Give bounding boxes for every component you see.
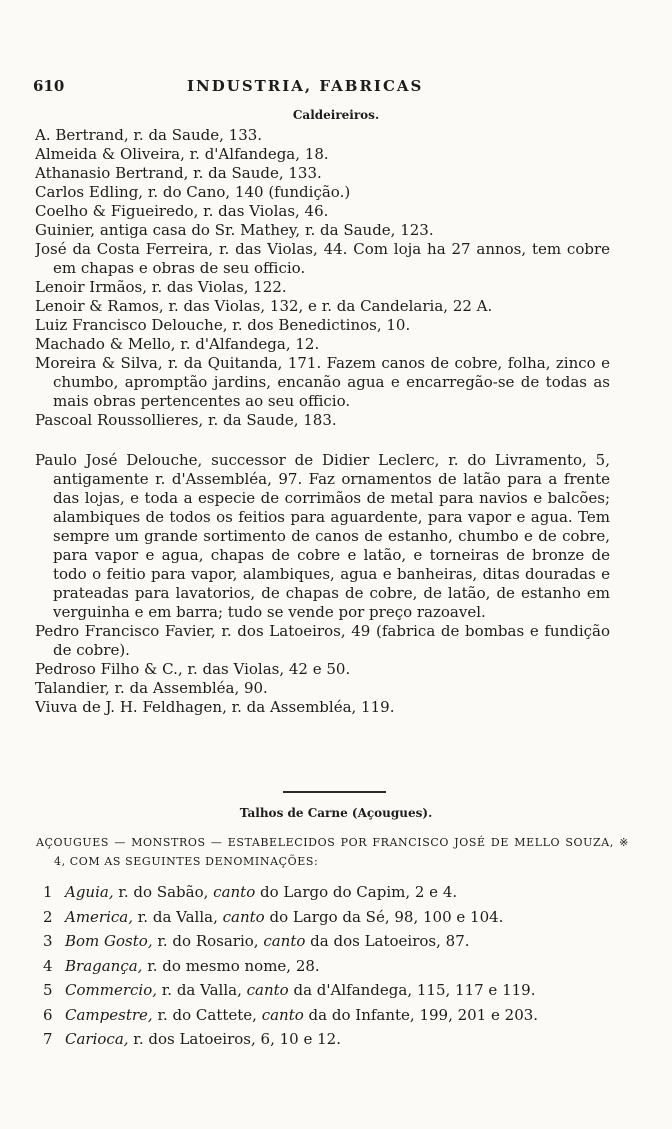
- item-address-rest: da d'Alfandega, 115, 117 e 119.: [288, 981, 536, 999]
- list-item: Guinier, antiga casa do Sr. Mathey, r. da Saude, 123.: [35, 221, 434, 239]
- list-item: Pedro Francisco Favier, r. dos Latoeiros, 49 (fabrica de bombas e fundição de cobre).: [35, 622, 610, 659]
- item-name: Bom Gosto,: [65, 932, 153, 950]
- item-address-rest: da dos Latoeiros, 87.: [305, 932, 470, 950]
- acougues-intro: AÇOUGUES — MONSTROS — ESTABELECIDOS POR FRANCISCO JOSÉ DE MELLO SOUZA, ※ 4, COM AS SEGUINTES DENOMINAÇÕES:: [36, 836, 629, 868]
- item-address: r. do Cattete,: [152, 1005, 262, 1024]
- list-item: Lenoir & Ramos, r. das Violas, 132, e r. da Candelaria, 22 A.: [35, 297, 493, 315]
- caldeireiros-list: [35, 126, 610, 717]
- item-number: 7: [43, 1030, 53, 1048]
- list-item: [43, 1003, 603, 1028]
- item-address: r. do mesmo nome, 28.: [142, 956, 320, 975]
- item-canto: canto: [213, 883, 256, 901]
- list-item: [43, 905, 603, 930]
- list-item: [43, 978, 603, 1003]
- item-address: r. da Valla,: [133, 907, 223, 926]
- acougues-list: [43, 880, 603, 1052]
- list-item: Pascoal Roussollieres, r. da Saude, 183.: [35, 411, 337, 429]
- item-address-rest: do Largo do Capim, 2 e 4.: [255, 883, 458, 901]
- item-address: r. do Sabão,: [113, 883, 214, 901]
- item-number: 6: [43, 1005, 53, 1024]
- item-canto: canto: [246, 981, 289, 999]
- list-item: Carlos Edling, r. do Cano, 140 (fundição.): [35, 183, 351, 201]
- item-number: 4: [43, 956, 53, 975]
- section-divider: [283, 791, 386, 793]
- item-number: 1: [43, 883, 53, 901]
- list-item: Athanasio Bertrand, r. da Saude, 133.: [35, 164, 322, 182]
- list-item: Coelho & Figueiredo, r. das Violas, 46.: [35, 202, 329, 220]
- item-address-rest: da do Infante, 199, 201 e 203.: [303, 1005, 539, 1024]
- section-title-caldeireiros: Caldeireiros.: [292, 108, 380, 122]
- item-address: r. dos Latoeiros, 6, 10 e 12.: [128, 1030, 341, 1048]
- running-title: INDUSTRIA, FABRICAS: [187, 77, 424, 95]
- item-address-rest: do Largo da Sé, 98, 100 e 104.: [264, 907, 504, 926]
- item-address: r. da Valla,: [157, 981, 247, 999]
- list-item: [43, 1027, 603, 1052]
- list-item: Talandier, r. da Assembléa, 90.: [35, 679, 268, 697]
- list-item: Luiz Francisco Delouche, r. dos Benedictinos, 10.: [35, 316, 411, 334]
- item-canto: canto: [261, 1005, 304, 1024]
- item-address: r. do Rosario,: [152, 932, 264, 950]
- list-item: Pedroso Filho & C., r. das Violas, 42 e 50.: [35, 660, 351, 678]
- item-name: America,: [65, 907, 134, 926]
- list-item: [43, 929, 603, 954]
- item-name: Commercio,: [65, 981, 157, 999]
- item-name: Aguia,: [65, 883, 114, 901]
- list-item: Paulo José Delouche, successor de Didier Leclerc, r. do Livramento, 5, antigamente r. d'Assembléa, 97. Faz ornamentos de latão para a frente das lojas, e toda a especie de corrimãos de metal para navios e balcões; alambiques de todos os feitios para aguardente, para vapor e agua. Tem sempre um grande sortimento de canos de estanho, chumbo e de cobre, para vapor e agua, chapas de cobre e latão, e torneiras de bronze de todo o feitio para vapor, alambiques, agua e banheiras, ditas douradas e prateadas para lavatorios, de chapas de cobre, de latão, de estanho em verguinha e em barra; tudo se vende por preço razoavel.: [35, 451, 610, 621]
- item-canto: canto: [222, 907, 265, 926]
- list-item: Almeida & Oliveira, r. d'Alfandega, 18.: [35, 145, 329, 163]
- item-number: 2: [43, 907, 53, 926]
- list-item: [43, 954, 603, 979]
- list-item: Lenoir Irmãos, r. das Violas, 122.: [35, 278, 287, 296]
- page-header: [33, 77, 643, 97]
- list-item: José da Costa Ferreira, r. das Violas, 44. Com loja ha 27 annos, tem cobre em chapas e obras de seu officio.: [35, 240, 610, 277]
- item-number: 3: [43, 932, 53, 950]
- page-number: 610: [33, 77, 65, 95]
- item-name: Campestre,: [65, 1005, 153, 1024]
- list-item: Machado & Mello, r. d'Alfandega, 12.: [35, 335, 320, 353]
- item-name: Bragança,: [65, 956, 143, 975]
- item-name: Carioca,: [65, 1030, 129, 1048]
- item-canto: canto: [263, 932, 306, 950]
- list-item: Viuva de J. H. Feldhagen, r. da Assembléa, 119.: [35, 698, 395, 716]
- item-number: 5: [43, 981, 53, 999]
- section-title-talhos: Talhos de Carne (Açougues).: [239, 806, 433, 820]
- list-item: A. Bertrand, r. da Saude, 133.: [35, 126, 263, 144]
- list-item: Moreira & Silva, r. da Quitanda, 171. Fazem canos de cobre, folha, zinco e chumbo, apromptão jardins, encanão agua e encarregão-se de todas as mais obras pertencentes ao seu officio.: [35, 354, 610, 410]
- list-item: [43, 880, 603, 905]
